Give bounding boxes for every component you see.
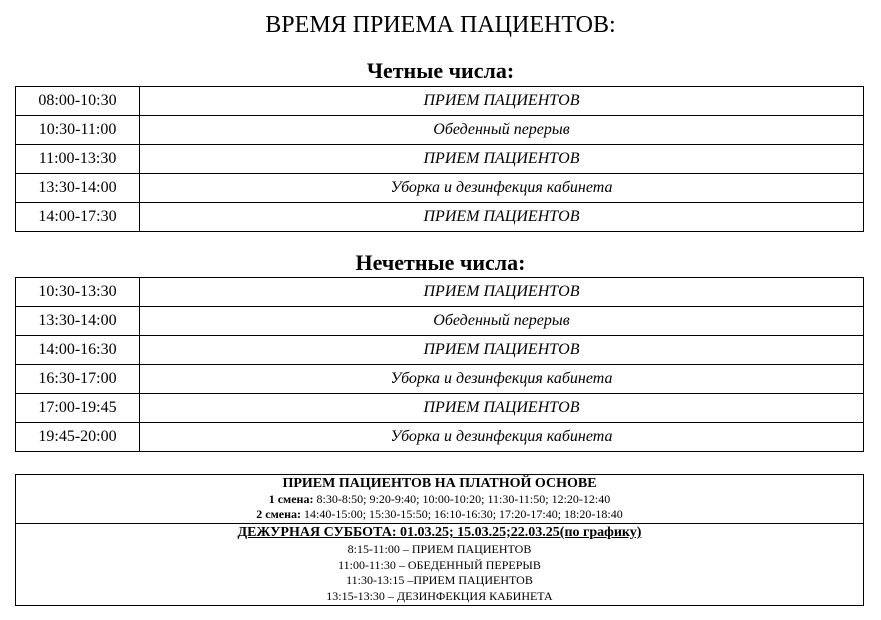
table-row [16, 116, 864, 145]
activity-cell: Обеденный перерыв [140, 307, 864, 336]
time-cell: 14:00-16:30 [16, 336, 140, 365]
duty-line: 8:15-11:00 – ПРИЕМ ПАЦИЕНТОВ [347, 542, 532, 556]
table-row [16, 87, 864, 116]
activity-cell: ПРИЕМ ПАЦИЕНТОВ [140, 87, 864, 116]
table-row [16, 394, 864, 423]
table-row [16, 336, 864, 365]
time-cell: 13:30-14:00 [16, 174, 140, 203]
time-cell: 11:00-13:30 [16, 145, 140, 174]
activity-cell: ПРИЕМ ПАЦИЕНТОВ [140, 203, 864, 232]
odd-days-heading: Нечетные числа: [355, 250, 526, 275]
table-row [16, 278, 864, 307]
activity-cell: ПРИЕМ ПАЦИЕНТОВ [140, 145, 864, 174]
activity-cell: Уборка и дезинфекция кабинета [140, 365, 864, 394]
time-cell: 10:30-13:30 [16, 278, 140, 307]
duty-line: 13:15-13:30 – ДЕЗИНФЕКЦИЯ КАБИНЕТА [326, 588, 553, 603]
duty-line: 11:00-11:30 – ОБЕДЕННЫЙ ПЕРЕРЫВ [338, 557, 541, 572]
duty-saturday-block [16, 523, 863, 605]
table-row [16, 203, 864, 232]
shift-1-times: 8:30-8:50; 9:20-9:40; 10:00-10:20; 11:30-11:50; 12:20-12:40 [316, 492, 611, 506]
time-cell: 17:00-19:45 [16, 394, 140, 423]
even-days-heading: Четные числа: [366, 58, 515, 83]
paid-and-duty-box [15, 474, 864, 606]
table-row [16, 145, 864, 174]
time-cell: 19:45-20:00 [16, 423, 140, 452]
time-cell: 16:30-17:00 [16, 365, 140, 394]
activity-cell: Обеденный перерыв [140, 116, 864, 145]
activity-cell: ПРИЕМ ПАЦИЕНТОВ [140, 394, 864, 423]
time-cell: 08:00-10:30 [16, 87, 140, 116]
odd-days-schedule-table [15, 277, 864, 452]
activity-cell: Уборка и дезинфекция кабинета [140, 174, 864, 203]
time-cell: 14:00-17:30 [16, 203, 140, 232]
shift-1-label: 1 смена: [268, 492, 314, 506]
duty-line: 11:30-13:15 –ПРИЕМ ПАЦИЕНТОВ [346, 573, 533, 587]
table-row [16, 365, 864, 394]
table-row [16, 174, 864, 203]
activity-cell: ПРИЕМ ПАЦИЕНТОВ [140, 278, 864, 307]
shift-2-times: 14:40-15:00; 15:30-15:50; 16:10-16:30; 17:20-17:40; 18:20-18:40 [304, 507, 623, 521]
shift-1-line [16, 492, 863, 507]
paid-appointments-block [16, 475, 863, 523]
shift-2-label: 2 смена: [256, 507, 302, 521]
activity-cell: Уборка и дезинфекция кабинета [140, 423, 864, 452]
activity-cell: ПРИЕМ ПАЦИЕНТОВ [140, 336, 864, 365]
table-row [16, 307, 864, 336]
shift-2-line [16, 507, 863, 522]
even-days-schedule-table [15, 86, 864, 232]
table-row [16, 423, 864, 452]
time-cell: 10:30-11:00 [16, 116, 140, 145]
time-cell: 13:30-14:00 [16, 307, 140, 336]
paid-appointments-heading: ПРИЕМ ПАЦИЕНТОВ НА ПЛАТНОЙ ОСНОВЕ [282, 476, 597, 491]
page-title: ВРЕМЯ ПРИЕМА ПАЦИЕНТОВ: [265, 12, 616, 38]
duty-saturday-heading: ДЕЖУРНАЯ СУББОТА: 01.03.25; 15.03.25;22.03.25(по графику) [237, 525, 642, 540]
